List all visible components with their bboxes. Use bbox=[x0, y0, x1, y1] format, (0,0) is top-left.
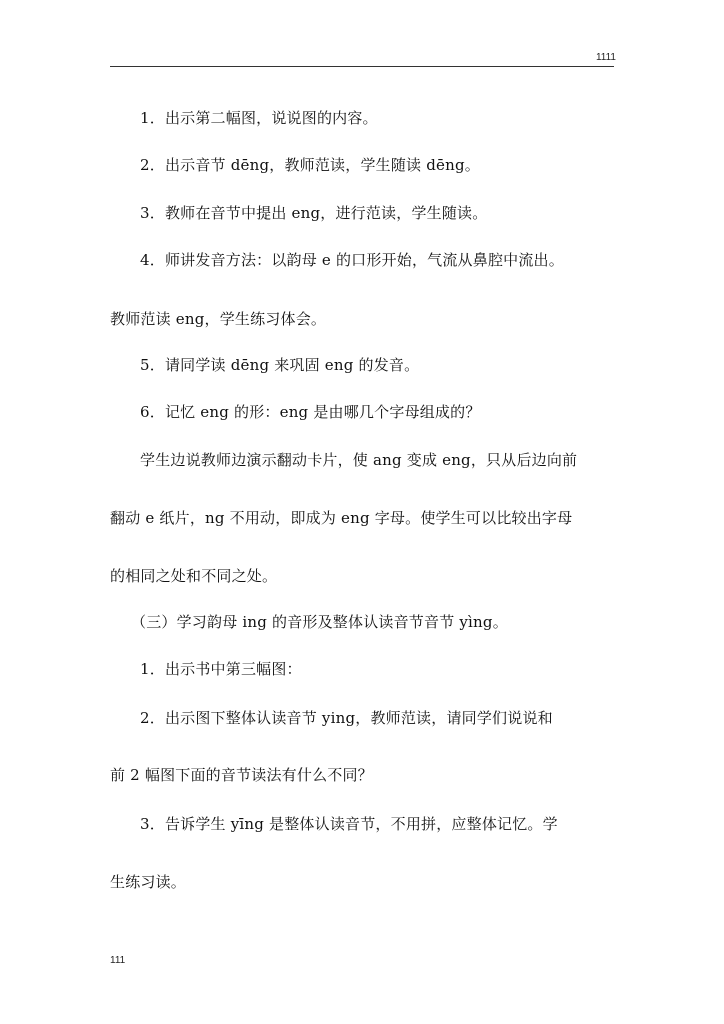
body-line-11: （三）学习韵母 ing 的音形及整体认读音节音节 yìng。 bbox=[131, 613, 508, 631]
body-line-16: 生练习读。 bbox=[110, 873, 187, 891]
body-line-6: 5．请同学读 dēng 来巩固 eng 的发音。 bbox=[140, 356, 420, 374]
body-line-1: 1．出示第二幅图，说说图的内容。 bbox=[140, 109, 378, 127]
body-line-5: 教师范读 eng，学生练习体会。 bbox=[110, 310, 327, 328]
body-line-14: 前 2 幅图下面的音节读法有什么不同？ bbox=[110, 766, 373, 784]
body-line-7: 6．记忆 eng 的形：eng 是由哪几个字母组成的？ bbox=[140, 403, 481, 421]
body-line-9: 翻动 e 纸片，ng 不用动，即成为 eng 字母。使学生可以比较出字母 bbox=[110, 509, 573, 527]
body-line-10: 的相同之处和不同之处。 bbox=[110, 567, 278, 585]
body-line-3: 3．教师在音节中提出 eng，进行范读，学生随读。 bbox=[140, 204, 488, 222]
footer-page-number: 111 bbox=[110, 955, 126, 966]
body-line-2: 2．出示音节 dēng，教师范读，学生随读 dēng。 bbox=[140, 156, 480, 174]
body-line-12: 1．出示书中第三幅图： bbox=[140, 660, 302, 678]
body-line-13: 2．出示图下整体认读音节 ying，教师范读，请同学们说说和 bbox=[140, 709, 553, 727]
body-line-4: 4．师讲发音方法：以韵母 e 的口形开始，气流从鼻腔中流出。 bbox=[140, 251, 564, 269]
body-line-8: 学生边说教师边演示翻动卡片，使 ang 变成 eng，只从后边向前 bbox=[140, 451, 578, 469]
body-line-15: 3．告诉学生 yīng 是整体认读音节，不用拼，应整体记忆。学 bbox=[140, 815, 558, 833]
page-header-number: 1111 bbox=[595, 52, 616, 63]
header-rule bbox=[110, 66, 614, 67]
